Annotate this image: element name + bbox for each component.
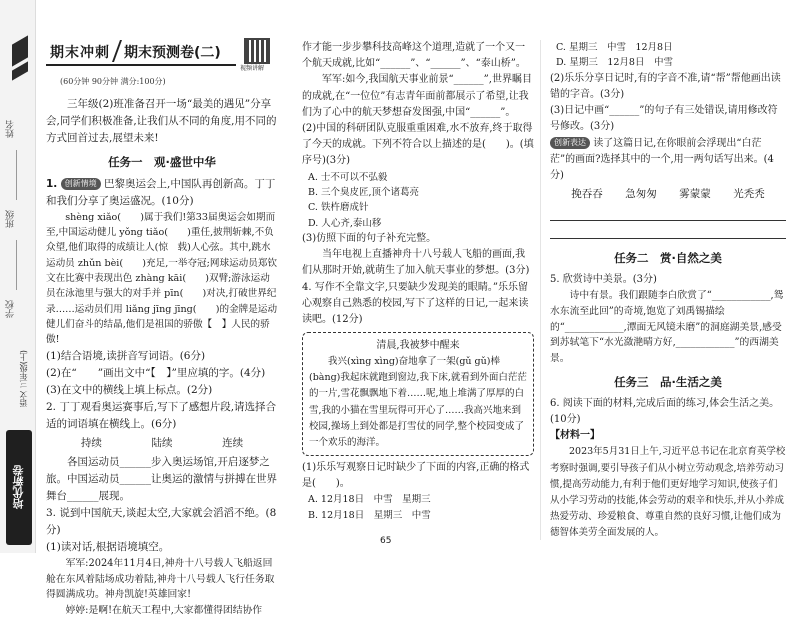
material-label: 【材料一】 xyxy=(550,430,600,442)
word-options xyxy=(46,435,278,452)
diary-box xyxy=(302,332,534,456)
option-a: A. 士不可以不弘毅 xyxy=(308,171,388,183)
dialogue-continued: 作才能一步步攀科技高峰这个道理,造就了一个又一个航天成就,比如“______”、“______”、“泰山桥”。 xyxy=(302,42,526,70)
option-b: B. 三个臭皮匠,顶个诸葛亮 xyxy=(308,186,420,198)
qr-code-icon[interactable] xyxy=(244,38,270,64)
header-tag: 期末冲刺 xyxy=(50,45,110,61)
question-3c: (3)仿照下面的句子补充完整。 xyxy=(302,233,437,244)
header-separator xyxy=(112,40,122,62)
word-option: 光秃秃 xyxy=(733,188,765,201)
question-4a: (1)乐乐写观察日记时缺少了下面的内容,正确的格式是( )。 xyxy=(302,461,530,490)
question-3b: (2)中国的科研团队克服重重困难,水不放弃,终于取得了今天的成就。下列不符合以上描述的是( )。(填序号)(3分) xyxy=(302,122,534,167)
class-blank xyxy=(16,240,17,290)
school-label: 学校 xyxy=(6,300,16,318)
expression-badge: 创新表达 xyxy=(550,137,590,149)
question-1-passage: shèng xiǎo( )属于我们!第33届奥运会如期而至,中国运动健儿 yǒng tiǎo( )重任,披荆斩棘,不负众望,他们取得的成绩让人(惊 载)人心弦。其中,跳水运动员 zhǔn bèi( )充足,一举夺冠;网球运动员郑钦文在比赛中表现出色 zhàng kāi( )双臂;游泳运动员在泳池里与强大的对手并 pīn( )对决,打破世界纪录……运动员们用 liǎng jīng jīng( )的金牌是运动健儿们奋斗的结晶,他们是祖国的骄傲【 】人民的骄傲! xyxy=(46,211,278,346)
binding-strip xyxy=(0,0,36,553)
question-3: 3. 说到中国航天,谈起太空,大家就会滔滔不绝。(8分) xyxy=(46,506,277,536)
word-option: 陆续 xyxy=(151,436,173,449)
option-a: A. 12月18日 中雪 星期三 xyxy=(308,494,431,506)
innovation-badge: 创新情境 xyxy=(61,178,101,190)
question-1-text: 巴黎奥运会上,中国队再创新高。丁丁和我们分享了奥运盛况。(10分) xyxy=(46,177,276,207)
question-4: 4. 写作不全靠文字,只要缺少发现美的眼睛。”乐乐留心观察自己熟悉的校园,写下了这样的日记,一起来读读吧。(12分) xyxy=(302,281,529,325)
word-option: 急匆匆 xyxy=(625,188,657,201)
intro-text: 三年级(2)班准备召开一场“最美的遇见”分享会,同学们积极准备,让我们从不同的角度,用不同的方式回首过去,展望未来! xyxy=(46,98,277,144)
page-header xyxy=(46,36,276,70)
exam-meta: (60分钟 90分钟 满分:100分) xyxy=(60,77,166,86)
answer-line[interactable] xyxy=(550,223,786,239)
name-label: 姓名 xyxy=(6,120,16,138)
question-1a: (1)结合语境,读拼音写词语。(6分) xyxy=(46,349,206,362)
header-rule xyxy=(46,64,236,66)
diary-title: 清晨,我被梦中醒来 xyxy=(376,340,460,352)
material-text: 2023年5月31日上午,习近平总书记在北京育英学校考察时强调,要引导孩子们从小树立劳动观念,培养劳动习惯,提高劳动能力,有利于他们更好地学习知识,使孩子们从小学习劳动的技能,体会劳动的艰辛和快乐,并从小养成热爱劳动、珍爱粮食、尊重自然的良好习惯,让他们成为德智体美劳全面发展的人。 xyxy=(550,446,786,539)
option-c: C. 星期三 中雪 12月8日 xyxy=(556,42,673,53)
question-3a: (1)读对话,根据语境填空。 xyxy=(46,540,170,553)
question-1 xyxy=(46,176,278,210)
task-1-title: 任务一 观·盛世中华 xyxy=(108,155,216,169)
question-3c-text: 当年电视上直播神舟十八号载人飞船的画面,我们从那时开始,就萌生了加入航天事业的梦想。(3分) xyxy=(302,249,530,277)
class-label: 班级 xyxy=(6,210,16,228)
grade-label: 语文 三年级(上) xyxy=(19,350,28,407)
word-option: 挽吞吞 xyxy=(571,188,603,201)
column-1 xyxy=(46,96,278,619)
column-3 xyxy=(550,40,786,541)
name-blank xyxy=(16,150,17,200)
option-d: D. 星期三 12月8日 中雪 xyxy=(556,57,673,69)
column-2 xyxy=(302,40,534,523)
word-option: 雾蒙蒙 xyxy=(679,188,711,201)
question-4c: (3)日记中画“______”的句子有三处错误,请用修改符号修改。(3分) xyxy=(550,105,778,133)
question-3-dialogue: 军军:2024年11月4日,神舟十八号载人飞船返回舱在东风着陆场成功着陆,神舟十八号载人飞行任务取得圆满成功。神舟凯旋!英雄回家! xyxy=(46,557,275,601)
brand-logo: 培优新卷 xyxy=(6,430,32,545)
dialogue-junjun: 军军:如今,我国航天事业前景“______”,世界瞩目的成就,在“一位位”有志青年面前都展示了希望,让我们为了心中的航天梦想奋发图强,中国“______”。 xyxy=(302,74,532,118)
question-2: 2. 丁丁观看奥运赛事后,写下了感想片段,请选择合适的词语填在横线上。(6分) xyxy=(46,400,277,430)
question-2-text: 各国运动员______步入奥运场馆,开启逐梦之旅。中国运动员______让奥运的激情与拼搏在世界舞台______展现。 xyxy=(46,455,277,502)
answer-line[interactable] xyxy=(550,205,786,221)
question-1b: (2)在“ ”画出文中“【 】”里应填的字。(4分) xyxy=(46,366,266,379)
diary-text: 我兴(xìng xìng)奋地拿了一架(gǔ gǔ)棒(bàng)我起床就跑到窗边,我下床,就看到外面白茫茫的一片,雪花飘飘地下着……呢,地上堆满了厚厚的白雪,我的小猫在雪里玩得可开心了……我高兴地来到校园,操场上到处都是打雪仗的同学,整个校园变成了一个欢乐的海洋。 xyxy=(309,356,527,448)
question-5: 5. 欣赏诗中美景。(3分) xyxy=(550,273,657,285)
word-options xyxy=(550,186,786,203)
question-6: 6. 阅读下面的材料,完成后面的练习,体会生活之美。(10分) xyxy=(550,397,780,425)
question-4b: (2)乐乐分享日记时,有的字音不准,请“帮”帮他画出读错的字音。(3分) xyxy=(550,72,781,100)
question-3-dialogue-2: 婷婷:是啊!在航天工程中,大家都懂得团结协作 xyxy=(65,605,263,617)
page-number: 65 xyxy=(380,536,392,546)
task-2-title: 任务二 赏·自然之美 xyxy=(614,251,722,266)
column-divider xyxy=(540,40,541,540)
qr-caption: 视频讲解 xyxy=(240,65,265,72)
word-option: 连续 xyxy=(222,436,244,449)
question-4d-text: 读了这篇日记,在你眼前会浮现出“白茫茫”的画面?选择其中的一个,用一两句话写出来。(4分) xyxy=(550,137,774,181)
question-5-text: 诗中有景。我们跟随李白欣赏了“____________,鸳水东流至此回”的奇境,饱览了刘禹锡描绘的“____________,潭面无风镜未磨”的洞庭湖美景,感受到苏轼笔下“水光潋滟晴方好,____________”的西湖美景。 xyxy=(550,289,784,365)
page-title: 期末预测卷(二) xyxy=(124,45,221,61)
option-d: D. 人心齐,泰山移 xyxy=(308,217,382,229)
option-b: B. 12月18日 星期三 中雪 xyxy=(308,509,431,521)
word-option: 持续 xyxy=(80,436,102,449)
question-4d xyxy=(550,136,786,185)
option-c: C. 铁杵磨成针 xyxy=(308,202,369,214)
question-1c: (3)在文中的横线上填上标点。(2分) xyxy=(46,383,213,396)
task-3-title: 任务三 品·生活之美 xyxy=(614,375,722,390)
question-number: 1. xyxy=(46,177,58,190)
